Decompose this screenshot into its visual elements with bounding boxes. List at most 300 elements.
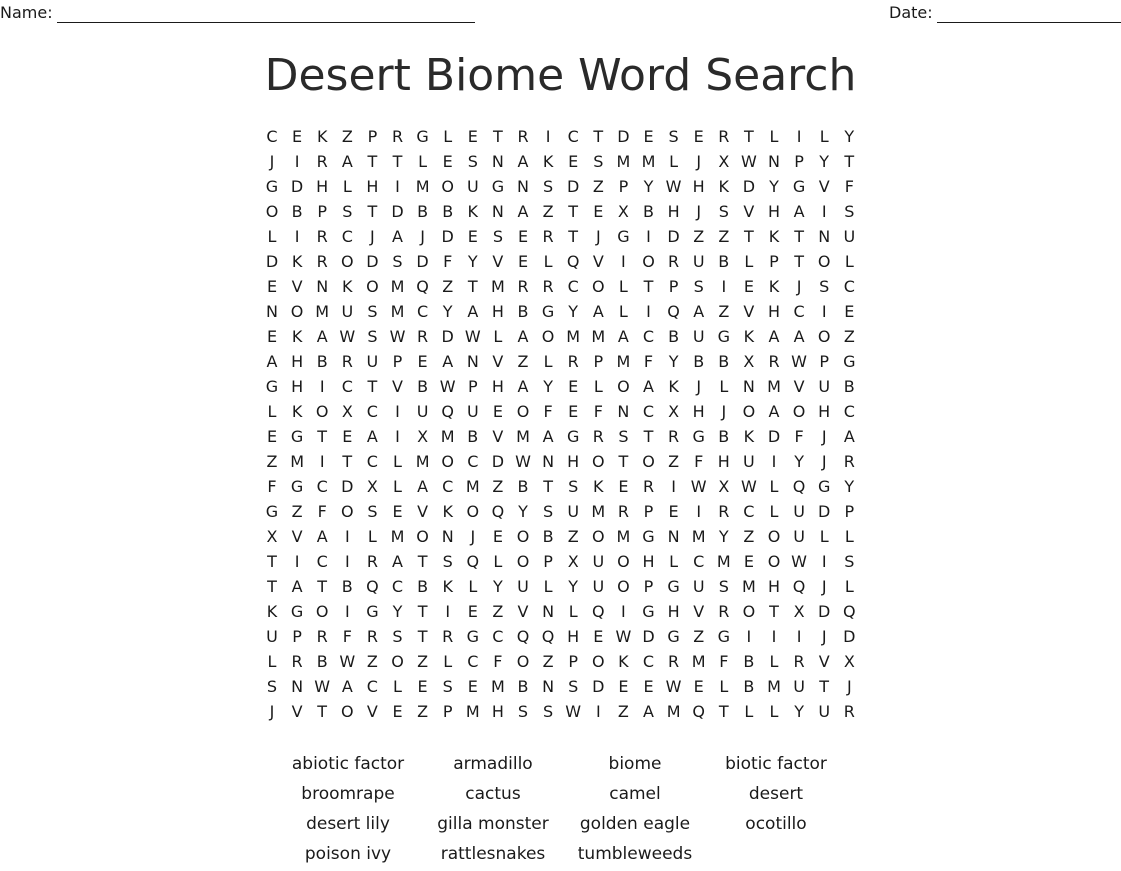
grid-letter[interactable]: U — [567, 502, 580, 521]
grid-letter[interactable]: W — [389, 327, 406, 346]
grid-letter[interactable]: F — [342, 627, 352, 646]
grid-letter[interactable]: G — [265, 502, 279, 521]
grid-letter[interactable]: E — [593, 202, 604, 221]
grid-letter[interactable]: P — [618, 177, 629, 196]
grid-letter[interactable]: T — [769, 602, 779, 621]
grid-letter[interactable]: N — [291, 677, 304, 696]
grid-letter[interactable]: L — [568, 602, 578, 621]
grid-letter[interactable]: H — [692, 402, 705, 421]
grid-letter[interactable]: G — [692, 427, 705, 446]
grid-letter[interactable]: J — [846, 677, 852, 696]
grid-letter[interactable]: T — [417, 602, 428, 621]
grid-letter[interactable]: C — [567, 277, 579, 296]
grid-letter[interactable]: U — [266, 627, 278, 646]
grid-letter[interactable]: L — [844, 577, 854, 596]
grid-letter[interactable]: O — [516, 552, 530, 571]
grid-letter[interactable]: Z — [341, 127, 353, 146]
grid-letter[interactable]: Z — [718, 302, 730, 321]
grid-letter[interactable]: U — [843, 227, 856, 246]
grid-letter[interactable]: G — [642, 527, 655, 546]
grid-letter[interactable]: J — [696, 202, 702, 221]
grid-letter[interactable]: K — [442, 502, 453, 521]
grid-letter[interactable]: V — [818, 177, 830, 196]
grid-letter[interactable]: W — [464, 327, 481, 346]
grid-letter[interactable]: T — [367, 202, 378, 221]
grid-letter[interactable]: N — [316, 277, 329, 296]
grid-letter[interactable]: E — [743, 277, 754, 296]
grid-letter[interactable]: A — [768, 327, 780, 346]
grid-letter[interactable]: T — [819, 677, 830, 696]
grid-letter[interactable]: R — [442, 627, 454, 646]
grid-letter[interactable]: Q — [667, 302, 680, 321]
grid-letter[interactable]: S — [392, 627, 403, 646]
grid-letter[interactable]: J — [821, 577, 827, 596]
grid-letter[interactable]: R — [668, 252, 680, 271]
grid-letter[interactable]: G — [566, 427, 580, 446]
grid-letter[interactable]: D — [742, 177, 756, 196]
grid-letter[interactable]: K — [291, 252, 303, 271]
grid-letter[interactable]: C — [843, 402, 855, 421]
grid-letter[interactable]: D — [391, 202, 404, 221]
grid-letter[interactable]: V — [291, 277, 303, 296]
grid-letter[interactable]: C — [467, 652, 479, 671]
grid-letter[interactable]: A — [341, 152, 353, 171]
grid-letter[interactable]: Q — [516, 627, 530, 646]
grid-letter[interactable]: B — [743, 677, 755, 696]
grid-letter[interactable]: W — [665, 677, 682, 696]
grid-letter[interactable]: L — [493, 327, 503, 346]
grid-letter[interactable]: R — [668, 427, 680, 446]
grid-letter[interactable]: O — [767, 527, 781, 546]
grid-letter[interactable]: B — [743, 652, 755, 671]
grid-letter[interactable]: O — [642, 452, 655, 471]
grid-letter[interactable]: I — [294, 152, 300, 171]
grid-letter[interactable]: A — [266, 352, 278, 371]
grid-letter[interactable]: M — [741, 577, 756, 596]
grid-letter[interactable]: E — [492, 527, 503, 546]
grid-letter[interactable]: Y — [392, 602, 403, 621]
grid-letter[interactable]: Q — [792, 477, 806, 496]
grid-letter[interactable]: L — [543, 352, 553, 371]
grid-letter[interactable]: O — [290, 302, 304, 321]
grid-letter[interactable]: K — [467, 202, 479, 221]
grid-letter[interactable]: R — [316, 152, 328, 171]
grid-letter[interactable]: H — [642, 552, 655, 571]
grid-letter[interactable]: O — [592, 452, 605, 471]
grid-letter[interactable]: T — [543, 477, 553, 496]
grid-letter[interactable]: N — [266, 302, 278, 321]
grid-letter[interactable]: K — [291, 327, 303, 346]
grid-letter[interactable]: I — [621, 602, 626, 621]
date-field[interactable] — [889, 3, 1121, 23]
grid-letter[interactable]: M — [591, 327, 606, 346]
grid-letter[interactable]: C — [492, 627, 504, 646]
grid-letter[interactable]: H — [767, 577, 781, 596]
grid-letter[interactable]: I — [319, 377, 325, 396]
grid-letter[interactable]: E — [643, 677, 654, 696]
grid-letter[interactable]: I — [344, 527, 350, 546]
grid-letter[interactable]: D — [290, 177, 304, 196]
grid-letter[interactable]: Z — [492, 477, 504, 496]
grid-letter[interactable]: E — [417, 352, 428, 371]
grid-letter[interactable]: R — [718, 502, 730, 521]
grid-letter[interactable]: T — [794, 227, 804, 246]
grid-letter[interactable]: E — [266, 327, 278, 346]
grid-letter[interactable]: O — [642, 252, 655, 271]
grid-letter[interactable]: T — [744, 127, 754, 146]
grid-letter[interactable]: Y — [819, 152, 830, 171]
grid-letter[interactable]: M — [767, 677, 781, 696]
grid-letter[interactable]: A — [617, 327, 629, 346]
grid-letter[interactable]: A — [341, 677, 353, 696]
grid-letter[interactable]: K — [342, 277, 353, 296]
grid-letter[interactable]: P — [292, 627, 302, 646]
grid-letter[interactable]: S — [568, 677, 579, 696]
grid-letter[interactable]: O — [441, 452, 454, 471]
grid-letter[interactable]: M — [666, 702, 681, 721]
grid-letter[interactable]: C — [341, 377, 353, 396]
grid-letter[interactable]: C — [341, 227, 353, 246]
grid-letter[interactable]: I — [721, 277, 727, 296]
grid-letter[interactable]: N — [466, 352, 479, 371]
grid-letter[interactable]: L — [618, 302, 628, 321]
grid-letter[interactable]: Z — [542, 652, 554, 671]
grid-letter[interactable]: O — [516, 652, 530, 671]
grid-letter[interactable]: H — [818, 402, 831, 421]
grid-letter[interactable]: O — [592, 277, 605, 296]
grid-letter[interactable]: S — [442, 552, 453, 571]
grid-letter[interactable]: V — [291, 702, 303, 721]
grid-letter[interactable]: E — [392, 502, 403, 521]
grid-letter[interactable]: I — [294, 227, 300, 246]
grid-letter[interactable]: A — [843, 427, 855, 446]
grid-letter[interactable]: C — [391, 577, 404, 596]
grid-letter[interactable]: L — [593, 377, 603, 396]
grid-letter[interactable]: W — [615, 627, 632, 646]
grid-letter[interactable]: E — [618, 677, 629, 696]
grid-letter[interactable]: W — [740, 152, 757, 171]
grid-letter[interactable]: B — [417, 202, 429, 221]
grid-letter[interactable]: F — [443, 252, 453, 271]
grid-letter[interactable]: G — [491, 177, 505, 196]
grid-letter[interactable]: U — [692, 252, 705, 271]
grid-letter[interactable]: G — [817, 477, 831, 496]
grid-letter[interactable]: M — [616, 352, 631, 371]
grid-letter[interactable]: D — [843, 627, 856, 646]
grid-letter[interactable]: U — [517, 577, 529, 596]
grid-letter[interactable]: M — [616, 152, 631, 171]
grid-letter[interactable]: Z — [693, 227, 705, 246]
grid-letter[interactable]: A — [768, 402, 780, 421]
grid-letter[interactable]: C — [366, 677, 378, 696]
grid-letter[interactable]: U — [416, 402, 429, 421]
grid-letter[interactable]: O — [742, 402, 756, 421]
grid-letter[interactable]: A — [316, 527, 328, 546]
grid-letter[interactable]: U — [466, 402, 479, 421]
grid-letter[interactable]: F — [643, 352, 654, 371]
grid-letter[interactable]: G — [843, 352, 856, 371]
grid-letter[interactable]: G — [290, 427, 304, 446]
grid-letter[interactable]: K — [618, 652, 629, 671]
grid-letter[interactable]: S — [718, 577, 729, 596]
grid-letter[interactable]: Y — [493, 577, 503, 596]
grid-letter[interactable]: U — [818, 377, 831, 396]
grid-letter[interactable]: U — [341, 302, 354, 321]
grid-letter[interactable]: T — [267, 577, 277, 596]
grid-letter[interactable]: L — [769, 652, 779, 671]
grid-letter[interactable]: E — [568, 402, 579, 421]
grid-letter[interactable]: Y — [543, 377, 553, 396]
grid-letter[interactable]: M — [490, 677, 505, 696]
name-field[interactable] — [0, 3, 475, 23]
grid-letter[interactable]: S — [367, 302, 378, 321]
grid-letter[interactable]: S — [819, 277, 830, 296]
grid-letter[interactable]: A — [517, 202, 529, 221]
grid-letter[interactable]: N — [517, 177, 529, 196]
grid-letter[interactable]: V — [592, 252, 604, 271]
grid-letter[interactable]: M — [641, 152, 656, 171]
grid-letter[interactable]: L — [719, 677, 729, 696]
grid-letter[interactable]: V — [793, 377, 805, 396]
grid-letter[interactable]: R — [366, 627, 378, 646]
grid-letter[interactable]: O — [391, 652, 404, 671]
grid-letter[interactable]: X — [366, 477, 378, 496]
grid-letter[interactable]: E — [618, 477, 629, 496]
grid-letter[interactable]: P — [769, 252, 779, 271]
grid-letter[interactable]: Z — [442, 277, 454, 296]
grid-letter[interactable]: E — [467, 227, 478, 246]
grid-letter[interactable]: E — [517, 252, 529, 271]
grid-letter[interactable]: I — [545, 127, 551, 146]
grid-letter[interactable]: X — [793, 602, 805, 621]
grid-letter[interactable]: O — [742, 602, 756, 621]
grid-letter[interactable]: M — [691, 652, 706, 671]
grid-letter[interactable]: L — [267, 652, 277, 671]
grid-letter[interactable]: M — [390, 527, 405, 546]
grid-letter[interactable]: X — [743, 352, 755, 371]
grid-letter[interactable]: A — [693, 302, 705, 321]
grid-letter[interactable]: R — [341, 352, 353, 371]
grid-letter[interactable]: D — [818, 602, 831, 621]
grid-letter[interactable]: P — [543, 552, 553, 571]
grid-letter[interactable]: Z — [567, 527, 579, 546]
grid-letter[interactable]: D — [818, 502, 831, 521]
grid-letter[interactable]: L — [267, 402, 277, 421]
grid-letter[interactable]: T — [317, 577, 328, 596]
grid-letter[interactable]: L — [342, 177, 352, 196]
grid-letter[interactable]: L — [367, 527, 377, 546]
grid-letter[interactable]: I — [821, 202, 827, 221]
grid-letter[interactable]: O — [315, 602, 329, 621]
grid-letter[interactable]: O — [315, 402, 329, 421]
grid-letter[interactable]: I — [646, 227, 651, 246]
grid-letter[interactable]: D — [491, 452, 505, 471]
grid-letter[interactable]: A — [517, 152, 529, 171]
grid-letter[interactable]: M — [616, 527, 631, 546]
grid-letter[interactable]: J — [821, 627, 827, 646]
grid-letter[interactable]: O — [466, 502, 480, 521]
grid-letter[interactable]: T — [643, 427, 654, 446]
grid-letter[interactable]: Z — [417, 702, 429, 721]
grid-letter[interactable]: G — [290, 477, 304, 496]
grid-letter[interactable]: F — [794, 427, 804, 446]
grid-letter[interactable]: V — [366, 702, 378, 721]
grid-letter[interactable]: T — [568, 202, 579, 221]
grid-letter[interactable]: L — [744, 252, 754, 271]
grid-letter[interactable]: E — [568, 377, 579, 396]
grid-letter[interactable]: W — [339, 652, 356, 671]
grid-letter[interactable]: Z — [291, 502, 303, 521]
grid-letter[interactable]: I — [395, 427, 400, 446]
grid-letter[interactable]: T — [844, 152, 855, 171]
grid-letter[interactable]: Q — [366, 577, 379, 596]
grid-letter[interactable]: F — [719, 652, 729, 671]
grid-letter[interactable]: O — [817, 252, 831, 271]
grid-letter[interactable]: N — [542, 677, 555, 696]
grid-letter[interactable]: P — [643, 502, 654, 521]
grid-letter[interactable]: C — [843, 277, 855, 296]
grid-letter[interactable]: B — [693, 352, 705, 371]
grid-letter[interactable]: G — [717, 327, 730, 346]
grid-letter[interactable]: L — [769, 702, 779, 721]
grid-letter[interactable]: A — [793, 202, 805, 221]
grid-letter[interactable]: E — [292, 127, 303, 146]
grid-letter[interactable]: G — [792, 177, 806, 196]
grid-letter[interactable]: B — [417, 577, 429, 596]
grid-letter[interactable]: Q — [843, 602, 856, 621]
grid-letter[interactable]: R — [316, 252, 328, 271]
grid-letter[interactable]: K — [291, 402, 303, 421]
grid-letter[interactable]: S — [543, 702, 554, 721]
grid-letter[interactable]: O — [767, 552, 781, 571]
grid-letter[interactable]: I — [771, 452, 777, 471]
grid-letter[interactable]: M — [465, 702, 480, 721]
grid-letter[interactable]: B — [517, 302, 529, 321]
grid-letter[interactable]: E — [593, 627, 604, 646]
grid-letter[interactable]: N — [491, 152, 504, 171]
grid-letter[interactable]: R — [517, 127, 529, 146]
grid-letter[interactable]: U — [743, 452, 755, 471]
grid-letter[interactable]: V — [743, 202, 755, 221]
grid-letter[interactable]: G — [541, 302, 555, 321]
grid-letter[interactable]: D — [567, 177, 580, 196]
grid-letter[interactable]: U — [466, 177, 479, 196]
grid-letter[interactable]: S — [543, 502, 554, 521]
grid-letter[interactable]: T — [718, 702, 729, 721]
grid-letter[interactable]: R — [793, 652, 805, 671]
grid-letter[interactable]: B — [542, 527, 554, 546]
grid-letter[interactable]: A — [316, 327, 328, 346]
grid-letter[interactable]: C — [642, 402, 655, 421]
grid-letter[interactable]: O — [617, 577, 630, 596]
grid-letter[interactable]: G — [290, 602, 304, 621]
grid-letter[interactable]: Y — [794, 702, 804, 721]
grid-letter[interactable]: O — [817, 327, 831, 346]
grid-letter[interactable]: L — [769, 477, 779, 496]
grid-letter[interactable]: Y — [568, 577, 579, 596]
grid-letter[interactable]: D — [366, 252, 379, 271]
grid-letter[interactable]: Z — [668, 452, 680, 471]
grid-letter[interactable]: E — [467, 127, 478, 146]
grid-letter[interactable]: C — [266, 127, 278, 146]
grid-letter[interactable]: G — [667, 627, 680, 646]
grid-letter[interactable]: P — [593, 352, 604, 371]
grid-letter[interactable]: Z — [617, 702, 629, 721]
grid-letter[interactable]: H — [567, 452, 580, 471]
grid-letter[interactable]: W — [791, 352, 807, 371]
grid-letter[interactable]: P — [367, 127, 378, 146]
grid-letter[interactable]: U — [793, 677, 805, 696]
grid-letter[interactable]: Y — [643, 177, 654, 196]
grid-letter[interactable]: H — [291, 352, 304, 371]
grid-letter[interactable]: P — [819, 352, 830, 371]
grid-letter[interactable]: W — [665, 177, 682, 196]
grid-letter[interactable]: C — [693, 552, 705, 571]
grid-letter[interactable]: R — [617, 502, 629, 521]
grid-letter[interactable]: Z — [743, 527, 755, 546]
grid-letter[interactable]: S — [568, 477, 579, 496]
grid-letter[interactable]: K — [316, 127, 328, 146]
grid-letter[interactable]: Z — [517, 352, 529, 371]
grid-letter[interactable]: C — [366, 402, 378, 421]
grid-letter[interactable]: L — [769, 502, 779, 521]
grid-letter[interactable]: A — [793, 327, 805, 346]
grid-letter[interactable]: Y — [518, 502, 528, 521]
grid-letter[interactable]: M — [390, 302, 405, 321]
grid-letter[interactable]: X — [341, 402, 353, 421]
grid-letter[interactable]: L — [844, 252, 854, 271]
grid-letter[interactable]: E — [743, 552, 754, 571]
grid-letter[interactable]: T — [568, 227, 579, 246]
grid-letter[interactable]: S — [668, 127, 679, 146]
grid-letter[interactable]: I — [746, 627, 752, 646]
grid-letter[interactable]: U — [793, 527, 805, 546]
grid-letter[interactable]: S — [543, 177, 554, 196]
grid-letter[interactable]: I — [796, 627, 802, 646]
grid-letter[interactable]: W — [339, 327, 356, 346]
grid-letter[interactable]: I — [319, 452, 325, 471]
grid-letter[interactable]: I — [821, 302, 827, 321]
grid-letter[interactable]: H — [667, 202, 680, 221]
grid-letter[interactable]: X — [417, 427, 429, 446]
grid-letter[interactable]: R — [291, 652, 303, 671]
grid-letter[interactable]: I — [395, 402, 400, 421]
grid-letter[interactable]: R — [316, 627, 328, 646]
grid-letter[interactable]: D — [441, 227, 454, 246]
grid-letter[interactable]: I — [671, 477, 676, 496]
grid-letter[interactable]: O — [516, 527, 530, 546]
grid-letter[interactable]: A — [643, 377, 654, 396]
grid-letter[interactable]: G — [416, 127, 429, 146]
grid-letter[interactable]: S — [844, 552, 855, 571]
grid-letter[interactable]: J — [721, 402, 727, 421]
grid-letter[interactable]: L — [443, 652, 453, 671]
grid-letter[interactable]: S — [467, 152, 478, 171]
grid-letter[interactable]: V — [693, 602, 705, 621]
grid-letter[interactable]: N — [617, 402, 630, 421]
grid-letter[interactable]: X — [266, 527, 278, 546]
grid-letter[interactable]: J — [696, 377, 702, 396]
grid-letter[interactable]: Z — [693, 627, 705, 646]
grid-letter[interactable]: O — [265, 202, 279, 221]
grid-letter[interactable]: V — [492, 427, 504, 446]
grid-letter[interactable]: N — [441, 527, 454, 546]
grid-letter[interactable]: S — [442, 677, 453, 696]
grid-letter[interactable]: J — [420, 227, 425, 246]
grid-letter[interactable]: O — [416, 527, 429, 546]
grid-letter[interactable]: V — [517, 602, 529, 621]
grid-letter[interactable]: V — [392, 377, 403, 396]
